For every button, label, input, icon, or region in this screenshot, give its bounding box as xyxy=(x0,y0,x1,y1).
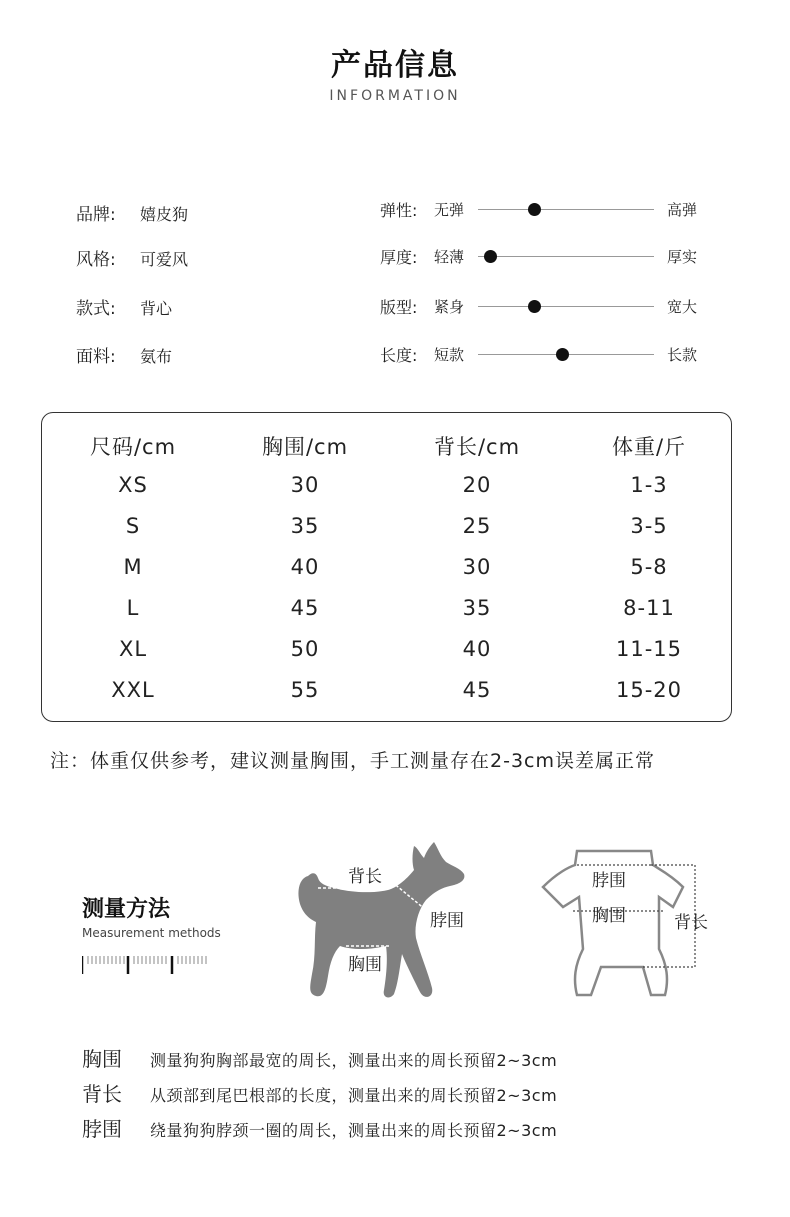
slider-fit xyxy=(380,295,710,319)
table-header: 背长/cm xyxy=(433,435,521,459)
table-cell: S xyxy=(125,514,141,538)
slider-dot xyxy=(484,250,497,263)
attr-key: 风格: xyxy=(76,250,116,270)
slider-high: 宽大 xyxy=(667,298,698,316)
desc-value: 从颈部到尾巴根部的长度，测量出来的周长预留2~3cm xyxy=(150,1086,558,1105)
table-header: 胸围/cm xyxy=(261,435,349,459)
desc-key: 背长 xyxy=(82,1082,122,1106)
measurement-title: 测量方法 xyxy=(82,897,171,922)
table-cell: 5-8 xyxy=(630,555,668,579)
slider-dot xyxy=(528,300,541,313)
table-cell: 45 xyxy=(290,596,320,620)
table-cell: XL xyxy=(118,637,148,661)
slider-thickness xyxy=(380,245,710,269)
attr-type xyxy=(76,294,172,319)
slider-track xyxy=(478,306,654,307)
table-cell: 45 xyxy=(462,678,492,702)
attr-value: 可爱风 xyxy=(140,250,189,269)
desc-back xyxy=(82,1078,557,1107)
slider-elasticity xyxy=(380,198,710,222)
slider-low: 紧身 xyxy=(434,298,465,316)
table-header: 尺码/cm xyxy=(89,435,177,459)
slider-track xyxy=(478,209,654,210)
table-cell: 50 xyxy=(290,637,320,661)
slider-low: 无弹 xyxy=(434,201,465,219)
measurement-subtitle: Measurement methods xyxy=(82,926,221,940)
slider-high: 厚实 xyxy=(667,248,698,266)
slider-high: 高弹 xyxy=(667,201,698,219)
slider-label: 弹性: xyxy=(380,201,418,220)
dog-label-chest: 胸围 xyxy=(348,955,382,975)
desc-value: 测量狗狗胸部最宽的周长，测量出来的周长预留2~3cm xyxy=(150,1051,558,1070)
desc-value: 绕量狗狗脖颈一圈的周长，测量出来的周长预留2~3cm xyxy=(150,1121,558,1140)
slider-label: 版型: xyxy=(380,298,418,317)
page-subtitle: INFORMATION xyxy=(329,88,461,104)
attr-key: 面料: xyxy=(76,347,116,367)
attr-style xyxy=(76,245,188,270)
table-cell: 8-11 xyxy=(623,596,675,620)
attr-brand xyxy=(76,200,188,225)
dog-label-neck: 脖围 xyxy=(430,911,464,931)
table-cell: 20 xyxy=(462,473,492,497)
table-cell: 55 xyxy=(290,678,320,702)
attr-value: 背心 xyxy=(140,299,173,318)
table-cell: 40 xyxy=(462,637,492,661)
table-cell: M xyxy=(123,555,143,579)
table-cell: 25 xyxy=(462,514,492,538)
attr-key: 款式: xyxy=(76,299,116,319)
slider-low: 短款 xyxy=(434,346,465,364)
slider-high: 长款 xyxy=(667,346,698,364)
size-note: 注：体重仅供参考，建议测量胸围，手工测量存在2-3cm误差属正常 xyxy=(50,750,655,772)
table-cell: 3-5 xyxy=(630,514,668,538)
attr-value: 氨布 xyxy=(140,347,173,366)
table-cell: 30 xyxy=(290,473,320,497)
slider-label: 长度: xyxy=(380,346,418,365)
table-cell: 15-20 xyxy=(615,678,683,702)
desc-neck xyxy=(82,1113,557,1142)
garment-label-neck: 脖围 xyxy=(592,871,626,891)
table-header: 体重/斤 xyxy=(611,435,687,459)
dog-label-back: 背长 xyxy=(348,867,382,887)
table-cell: 1-3 xyxy=(630,473,668,497)
table-cell: 30 xyxy=(462,555,492,579)
attr-value: 嬉皮狗 xyxy=(140,205,189,224)
attr-key: 品牌: xyxy=(76,205,116,225)
ruler-icon xyxy=(82,950,212,974)
desc-key: 胸围 xyxy=(82,1047,122,1071)
table-cell: 11-15 xyxy=(615,637,683,661)
desc-chest xyxy=(82,1043,557,1072)
slider-low: 轻薄 xyxy=(434,248,465,266)
slider-label: 厚度: xyxy=(380,248,418,267)
slider-track xyxy=(478,256,654,257)
table-cell: 35 xyxy=(290,514,320,538)
garment-label-back: 背长 xyxy=(674,913,708,933)
slider-dot xyxy=(556,348,569,361)
table-cell: XS xyxy=(118,473,148,497)
size-table xyxy=(41,412,732,722)
table-cell: L xyxy=(126,596,140,620)
table-cell: 40 xyxy=(290,555,320,579)
table-cell: XXL xyxy=(111,678,155,702)
attr-fabric xyxy=(76,342,172,367)
slider-length xyxy=(380,343,710,367)
desc-key: 脖围 xyxy=(82,1117,122,1141)
slider-dot xyxy=(528,203,541,216)
page-title: 产品信息 xyxy=(331,48,459,83)
garment-label-chest: 胸围 xyxy=(592,906,626,926)
table-cell: 35 xyxy=(462,596,492,620)
